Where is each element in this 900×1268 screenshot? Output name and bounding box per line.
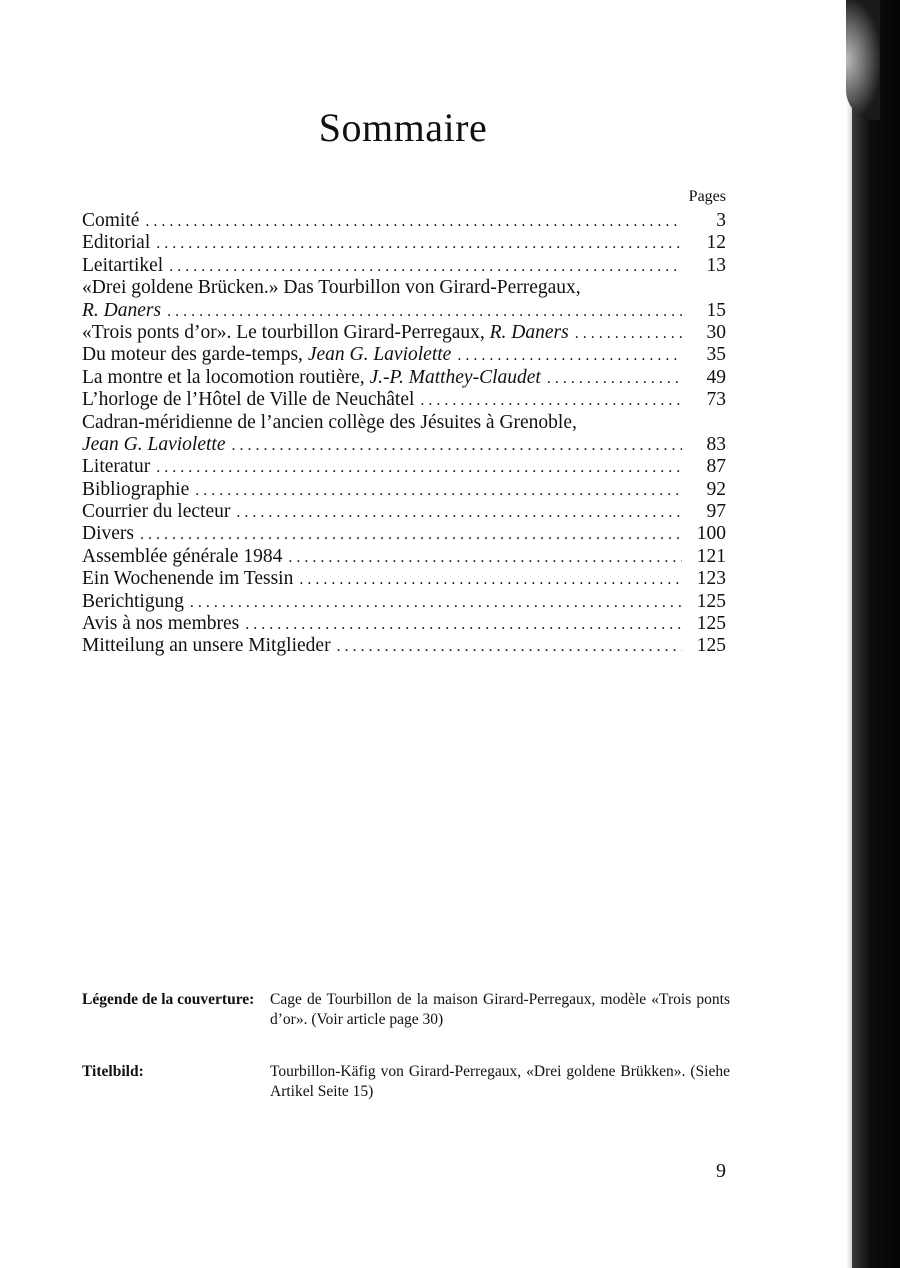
toc-entry-author: J.-P. Matthey-Claudet xyxy=(369,366,541,388)
toc-entry-page: 125 xyxy=(696,613,726,635)
toc-entry-page: 97 xyxy=(706,501,726,523)
toc-entry-title: Mitteilung an unsere Mitglieder xyxy=(82,635,331,657)
toc-entry-page: 83 xyxy=(706,433,726,455)
toc-entry-title: «Drei goldene Brücken.» Das Tourbillon von Girard-Perregaux, xyxy=(82,277,581,299)
cover-caption-de xyxy=(82,1062,730,1102)
toc-entry-page: 125 xyxy=(696,635,726,657)
caption-label: Titelbild: xyxy=(82,1063,144,1080)
toc-entry xyxy=(82,232,726,254)
leader-dots xyxy=(457,345,682,367)
leader-dots xyxy=(288,547,682,569)
toc-entry-page: 15 xyxy=(706,299,726,321)
leader-dots xyxy=(337,636,682,658)
toc-entry xyxy=(82,367,726,389)
toc-entry-page: 49 xyxy=(706,366,726,388)
leader-dots xyxy=(156,233,682,255)
toc-entry xyxy=(82,412,726,434)
table-of-contents xyxy=(82,210,726,658)
leader-dots xyxy=(190,592,682,614)
page-number: 9 xyxy=(716,1160,726,1182)
toc-entry xyxy=(82,344,726,366)
pages-column-header: Pages xyxy=(688,188,726,205)
toc-entry xyxy=(82,523,726,545)
toc-entry xyxy=(82,613,726,635)
toc-entry-title: Avis à nos membres xyxy=(82,613,240,635)
leader-dots xyxy=(299,569,682,591)
caption-text: Cage de Tourbillon de la maison Girard-Perregaux, modèle «Trois ponts d’or». (Voir article page 30) xyxy=(270,991,730,1028)
toc-entry-title: Assemblée générale 1984 xyxy=(82,545,283,567)
toc-entry-title: Leitartikel xyxy=(82,254,164,276)
leader-dots xyxy=(547,368,682,390)
toc-entry-title: La montre et la locomotion routière, xyxy=(82,366,370,388)
leader-dots xyxy=(232,435,683,457)
toc-entry xyxy=(82,322,726,344)
toc-entry-title: Ein Wochenende im Tessin xyxy=(82,568,294,590)
toc-entry-title: Editorial xyxy=(82,232,151,254)
toc-entry xyxy=(82,479,726,501)
toc-entry-title: Cadran-méridienne de l’ancien collège des Jésuites à Grenoble, xyxy=(82,411,577,433)
leader-dots xyxy=(245,614,682,636)
leader-dots xyxy=(575,323,682,345)
caption-label: Légende de la couverture: xyxy=(82,991,255,1008)
toc-entry-title: Du moteur des garde-temps, xyxy=(82,344,308,366)
toc-entry-title: Courrier du lecteur xyxy=(82,501,231,523)
toc-entry-title: L’horloge de l’Hôtel de Ville de Neuchâtel xyxy=(82,389,415,411)
scan-page-curl xyxy=(846,0,880,120)
toc-entry-page: 12 xyxy=(706,232,726,254)
toc-entry-page: 3 xyxy=(716,210,726,231)
toc-entry xyxy=(82,277,726,299)
toc-entry xyxy=(82,591,726,613)
toc-entry-page: 123 xyxy=(696,568,726,590)
toc-entry-page: 35 xyxy=(706,344,726,366)
toc-entry-title: Bibliographie xyxy=(82,478,190,500)
scan-dark-edge xyxy=(852,0,900,1268)
toc-entry-page: 121 xyxy=(696,545,726,567)
toc-entry-author: R. Daners xyxy=(489,321,569,343)
toc-entry-title: Divers xyxy=(82,523,134,545)
toc-entry-continuation xyxy=(82,434,726,456)
toc-entry xyxy=(82,568,726,590)
toc-entry xyxy=(82,210,726,232)
toc-entry xyxy=(82,255,726,277)
leader-dots xyxy=(195,480,682,502)
toc-entry-author: Jean G. Laviolette xyxy=(307,344,452,366)
toc-entry-page: 30 xyxy=(706,321,726,343)
page-title: Sommaire xyxy=(318,105,488,150)
toc-entry xyxy=(82,635,726,657)
leader-dots xyxy=(236,502,682,524)
leader-dots xyxy=(169,256,682,278)
leader-dots xyxy=(156,457,682,479)
caption-text: Tourbillon-Käfig von Girard-Perregaux, «Drei goldene Brükken». (Siehe Artikel Seite 15) xyxy=(270,1063,730,1100)
leader-dots xyxy=(140,524,682,546)
toc-entry-page: 87 xyxy=(706,456,726,478)
toc-entry-page: 73 xyxy=(706,389,726,411)
toc-entry-title: «Trois ponts d’or». Le tourbillon Girard-Perregaux, xyxy=(82,321,490,343)
toc-entry-title: Literatur xyxy=(82,456,151,478)
toc-entry-continuation xyxy=(82,300,726,322)
toc-entry-page: 125 xyxy=(696,590,726,612)
toc-entry-author: Jean G. Laviolette xyxy=(82,433,226,455)
toc-entry-title: Berichtigung xyxy=(82,590,184,612)
toc-entry xyxy=(82,546,726,568)
toc-entry-page: 100 xyxy=(696,523,726,545)
toc-entry-author: R. Daners xyxy=(82,299,162,321)
toc-entry xyxy=(82,389,726,411)
toc-entry xyxy=(82,501,726,523)
toc-entry-title: Comité xyxy=(82,210,140,231)
leader-dots xyxy=(420,390,682,412)
leader-dots xyxy=(145,211,682,233)
leader-dots xyxy=(167,301,682,323)
toc-entry-page: 13 xyxy=(706,254,726,276)
cover-caption-fr xyxy=(82,990,730,1030)
toc-entry xyxy=(82,456,726,478)
toc-entry-page: 92 xyxy=(706,478,726,500)
